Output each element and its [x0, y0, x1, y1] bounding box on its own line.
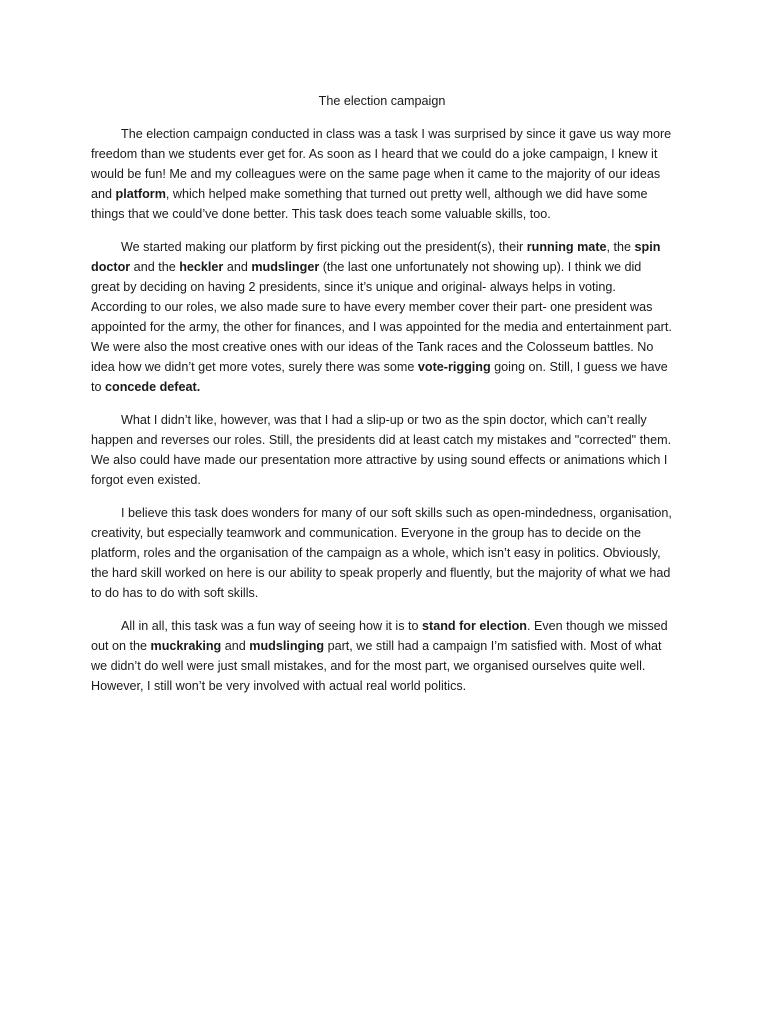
bold-term: stand for election	[422, 619, 527, 633]
bold-term: mudslinger	[251, 260, 320, 274]
paragraph	[91, 410, 673, 490]
paragraph-text: . Even though we missed out on the	[91, 619, 668, 653]
bold-term: platform	[115, 187, 166, 201]
bold-term: muckraking	[150, 639, 222, 653]
paragraph-text: and	[221, 639, 250, 653]
paragraph-text: , the	[606, 240, 635, 254]
paragraph-text: part, we still had a campaign I’m satisfied with. Most of what we didn’t do well were just small mistakes, and for the most part, we organised ourselves quite well. However, I still won’t be very involved with actual real world politics.	[91, 639, 662, 693]
bold-term: running mate	[526, 240, 607, 254]
paragraph-text: All in all, this task was a fun way of seeing how it is to	[121, 619, 422, 633]
document-title: The election campaign	[318, 94, 446, 108]
paragraph	[91, 237, 673, 397]
paragraph-list	[91, 124, 673, 696]
bold-term: mudslinging	[249, 639, 325, 653]
bold-term: vote-rigging	[417, 360, 491, 374]
paragraph-text: The election campaign conducted in class was a task I was surprised by since it gave us way more freedom than we students ever get for. As soon as I heard that we could do a joke campaign, I knew it would be fun! Me and my colleagues were on the same page when it came to the majority of our ideas and	[91, 127, 672, 201]
paragraph-text: and	[223, 260, 252, 274]
paragraph-text: (the last one unfortunately not showing up). I think we did great by deciding on having 2 presidents, since it’s unique and original- always helps in voting. According to our roles, we also made sure to have every member cover their part- one president was appointed for the army, the other for finances, and I was appointed for the media and entertainment part. We were also the most creative ones with our ideas of the Tank races and the Colosseum battles. No idea how we didn’t get more votes, surely there was some	[91, 260, 672, 374]
paragraph	[91, 124, 673, 224]
paragraph-text: going on. Still, I guess we have to	[91, 360, 668, 394]
paragraph-text: I believe this task does wonders for many of our soft skills such as open-mindedness, organisation, creativity, but especially teamwork and communication. Everyone in the group has to decide on the platform, roles and the organisation of the campaign as a whole, which isn’t easy in politics. Obviously, the hard skill worked on here is our ability to speak properly and fluently, but the majority of what we had to do has to do with soft skills.	[91, 506, 672, 600]
paragraph-text: What I didn’t like, however, was that I had a slip-up or two as the spin doctor, which can’t really happen and reverses our roles. Still, the presidents did at least catch my mistakes and "corrected" them. We also could have made our presentation more attractive by using sound effects or animations which I forgot even existed.	[91, 413, 672, 487]
bold-term: heckler	[179, 260, 224, 274]
paragraph-text: and the	[130, 260, 180, 274]
paragraph	[91, 503, 673, 603]
bold-term: spin doctor	[91, 240, 661, 274]
document-body	[91, 91, 673, 709]
bold-term: concede defeat.	[105, 380, 201, 394]
paragraph-text: , which helped make something that turned out pretty well, although we did have some things that we could’ve done better. This task does teach some valuable skills, too.	[91, 187, 648, 221]
paragraph	[91, 616, 673, 696]
paragraph-text: We started making our platform by first picking out the president(s), their	[121, 240, 527, 254]
